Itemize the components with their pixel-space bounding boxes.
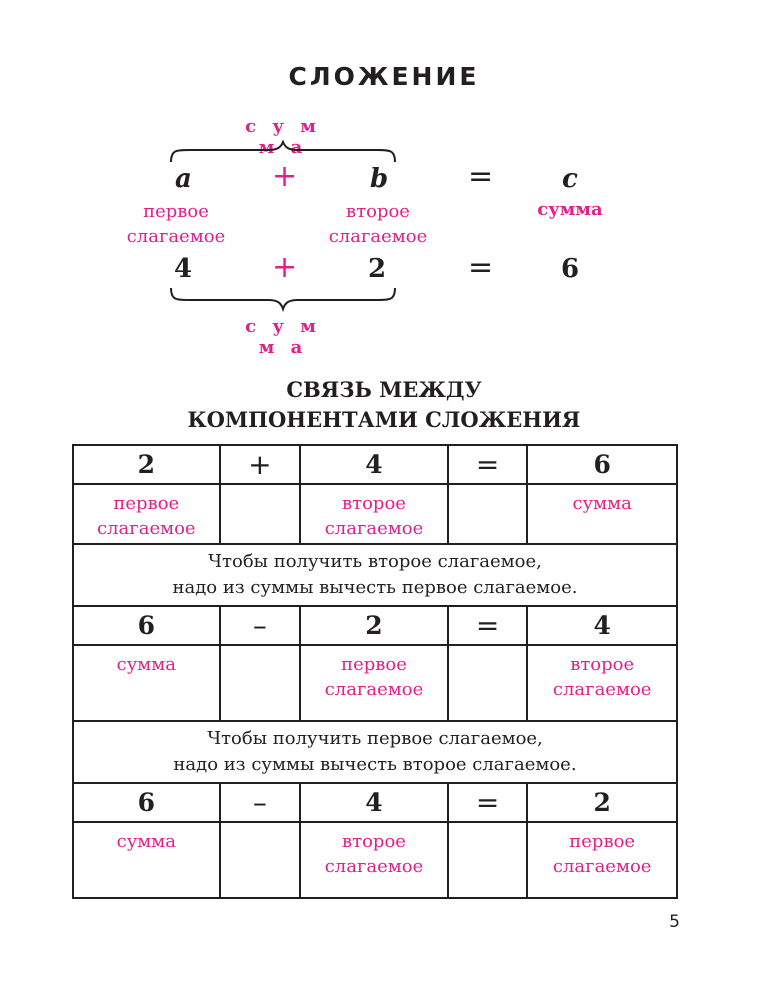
plus-sign-pink-bottom: +	[272, 250, 298, 285]
table-cell-value: 6	[73, 783, 220, 822]
table-row-labels	[73, 645, 677, 721]
addition-relations-table	[72, 444, 678, 899]
table-rule-row	[73, 721, 677, 783]
equals-sign-bottom: =	[468, 250, 494, 285]
variable-a: a	[175, 164, 192, 194]
table-row-labels	[73, 822, 677, 898]
table-cell-operator: =	[448, 445, 528, 484]
table-cell-value: 4	[300, 783, 448, 822]
table-cell-operator: –	[220, 606, 301, 645]
bottom-brace-icon	[168, 286, 398, 312]
table-cell-operator: =	[448, 783, 528, 822]
page-title: СЛОЖЕНИЕ	[288, 62, 480, 91]
table-cell-label: второе слагаемое	[300, 822, 448, 898]
number-4: 4	[174, 254, 193, 284]
table-cell-value: 4	[527, 606, 677, 645]
brace-label-top: с у м м а	[245, 116, 321, 158]
table-row	[73, 445, 677, 484]
table-cell-value: 2	[300, 606, 448, 645]
equals-sign-top: =	[468, 159, 494, 194]
table-rule-row	[73, 544, 677, 606]
label-sum: сумма	[537, 199, 603, 220]
rule-text: Чтобы получить первое слагаемое, надо из суммы вычесть второе слагаемое.	[73, 721, 677, 783]
table-row	[73, 606, 677, 645]
table-cell-empty	[220, 822, 301, 898]
table-cell-value: 6	[527, 445, 677, 484]
table-cell-empty	[448, 645, 528, 721]
table-cell-label: второе слагаемое	[527, 645, 677, 721]
table-cell-empty	[220, 645, 301, 721]
table-row-labels	[73, 484, 677, 544]
table-cell-value: 2	[527, 783, 677, 822]
plus-sign-pink: +	[272, 159, 298, 194]
variable-b: b	[370, 164, 389, 194]
table-row	[73, 783, 677, 822]
table-cell-label: сумма	[73, 645, 220, 721]
variable-c: c	[562, 164, 578, 194]
table-cell-empty	[448, 822, 528, 898]
table-cell-operator: –	[220, 783, 301, 822]
table-cell-label: второе слагаемое	[300, 484, 448, 544]
rule-text: Чтобы получить второе слагаемое, надо из суммы вычесть первое слагаемое.	[73, 544, 677, 606]
number-6: 6	[561, 254, 580, 284]
page-number: 5	[669, 912, 680, 932]
section-subtitle: СВЯЗЬ МЕЖДУ КОМПОНЕНТАМИ СЛОЖЕНИЯ	[187, 377, 581, 432]
table-cell-label: первое слагаемое	[73, 484, 220, 544]
table-cell-label: первое слагаемое	[300, 645, 448, 721]
number-2: 2	[368, 254, 387, 284]
label-second-addend: второе слагаемое	[328, 201, 428, 247]
table-cell-value: 6	[73, 606, 220, 645]
table-cell-operator: =	[448, 606, 528, 645]
table-cell-label: сумма	[73, 822, 220, 898]
table-cell-label: сумма	[527, 484, 677, 544]
table-cell-empty	[448, 484, 528, 544]
table-cell-operator: +	[220, 445, 301, 484]
table-cell-value: 2	[73, 445, 220, 484]
brace-label-bottom: с у м м а	[245, 316, 321, 358]
label-first-addend: первое слагаемое	[126, 201, 226, 247]
table-cell-label: первое слагаемое	[527, 822, 677, 898]
table-cell-value: 4	[300, 445, 448, 484]
table-cell-empty	[220, 484, 301, 544]
